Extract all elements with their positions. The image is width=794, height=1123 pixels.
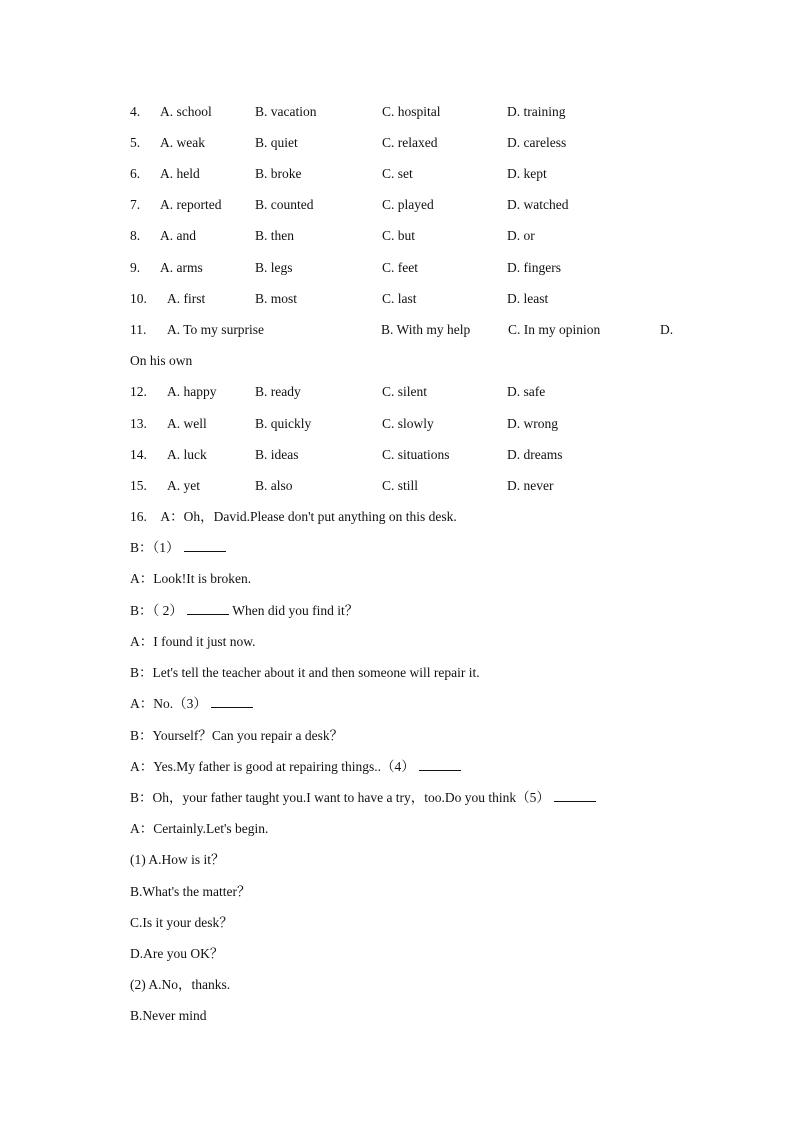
- question-number: 11.: [130, 322, 147, 337]
- option-b: B. ready: [255, 384, 301, 399]
- option-1a: (1) A.How is it？: [130, 852, 225, 867]
- option-c: C. still: [382, 478, 419, 493]
- dialogue-text: A：Yes.My father is good at repairing things..（4）: [130, 759, 415, 774]
- dialogue-line-3: [130, 601, 358, 621]
- option-d-text: On his own: [130, 353, 193, 368]
- option-b: B. counted: [255, 197, 314, 212]
- option-d: D. careless: [507, 135, 567, 150]
- question-number: 15.: [130, 478, 147, 493]
- answer-blank-3[interactable]: [211, 694, 253, 708]
- question-number: 5.: [130, 135, 141, 150]
- option-c: C. last: [382, 291, 417, 306]
- option-b: B. With my help: [381, 322, 471, 337]
- option-a: A. held: [160, 166, 200, 181]
- option-c: C. but: [382, 228, 416, 243]
- question-number: 9.: [130, 260, 141, 275]
- dialogue-line-7: B：Yourself？Can you repair a desk？: [130, 728, 344, 743]
- option-c: C. slowly: [382, 416, 434, 431]
- dialogue-text: When did you find it？: [232, 603, 359, 618]
- option-d: D. kept: [507, 166, 547, 181]
- option-c: C. silent: [382, 384, 428, 399]
- question-number: 12.: [130, 384, 147, 399]
- option-b: B. then: [255, 228, 294, 243]
- option-d: D. fingers: [507, 260, 561, 275]
- question-number: 13.: [130, 416, 147, 431]
- question-number: 8.: [130, 228, 141, 243]
- dialogue-line-4: A：I found it just now.: [130, 634, 256, 649]
- dialogue-line-2: A：Look!It is broken.: [130, 571, 252, 586]
- question-number: 14.: [130, 447, 147, 462]
- answer-blank-4[interactable]: [419, 757, 461, 771]
- option-a: A. school: [160, 104, 212, 119]
- answer-blank-1[interactable]: [184, 538, 226, 552]
- option-d: D.: [660, 322, 674, 337]
- option-b: B. ideas: [255, 447, 299, 462]
- option-1d: D.Are you OK？: [130, 946, 224, 961]
- option-b: B. also: [255, 478, 293, 493]
- option-a: A. To my surprise: [167, 322, 265, 337]
- dialogue-text: B：（ 2）: [130, 603, 183, 618]
- option-c: C. relaxed: [382, 135, 438, 150]
- option-d: D. watched: [507, 197, 569, 212]
- dialogue-line-10: A：Certainly.Let's begin.: [130, 821, 269, 836]
- answer-blank-5[interactable]: [554, 788, 596, 802]
- option-b: B. most: [255, 291, 298, 306]
- option-a: A. weak: [160, 135, 205, 150]
- option-c: C. feet: [382, 260, 418, 275]
- dialogue-text: A：No.（3）: [130, 696, 207, 711]
- option-a: A. arms: [160, 260, 203, 275]
- option-a: A. first: [167, 291, 206, 306]
- dialogue-line-1: [130, 538, 226, 558]
- option-d: D. safe: [507, 384, 546, 399]
- dialogue-text: B：（1）: [130, 540, 180, 555]
- option-b: B. legs: [255, 260, 293, 275]
- option-2a: (2) A.No，thanks.: [130, 977, 231, 992]
- dialogue-text: B：Oh，your father taught you.I want to have a try，too.Do you think（5）: [130, 790, 550, 805]
- option-c: C. hospital: [382, 104, 441, 119]
- question-number: 7.: [130, 197, 141, 212]
- option-d: D. or: [507, 228, 535, 243]
- option-c: C. situations: [382, 447, 450, 462]
- question-number: 6.: [130, 166, 141, 181]
- option-d: D. wrong: [507, 416, 558, 431]
- option-d: D. never: [507, 478, 554, 493]
- option-c: C. set: [382, 166, 413, 181]
- answer-blank-2[interactable]: [187, 601, 229, 615]
- option-b: B. quiet: [255, 135, 298, 150]
- option-d: D. training: [507, 104, 566, 119]
- option-a: A. well: [167, 416, 207, 431]
- option-d: D. dreams: [507, 447, 563, 462]
- option-b: B. vacation: [255, 104, 317, 119]
- dialogue-line-6: [130, 694, 253, 714]
- question-16-prompt: 16. A：Oh，David.Please don't put anything on this desk.: [130, 509, 457, 524]
- option-a: A. and: [160, 228, 196, 243]
- dialogue-line-9: [130, 788, 596, 808]
- option-c: C. played: [382, 197, 434, 212]
- question-number: 10.: [130, 291, 147, 306]
- option-d: D. least: [507, 291, 549, 306]
- option-b: B. quickly: [255, 416, 312, 431]
- option-1b: B.What's the matter？: [130, 884, 251, 899]
- option-a: A. luck: [167, 447, 207, 462]
- dialogue-line-8: [130, 757, 461, 777]
- question-number: 4.: [130, 104, 141, 119]
- option-1c: C.Is it your desk？: [130, 915, 233, 930]
- option-c: C. In my opinion: [508, 322, 601, 337]
- option-b: B. broke: [255, 166, 302, 181]
- option-a: A. reported: [160, 197, 222, 212]
- option-2b: B.Never mind: [130, 1008, 207, 1023]
- option-a: A. happy: [167, 384, 217, 399]
- option-a: A. yet: [167, 478, 200, 493]
- dialogue-line-5: B：Let's tell the teacher about it and then someone will repair it.: [130, 665, 480, 680]
